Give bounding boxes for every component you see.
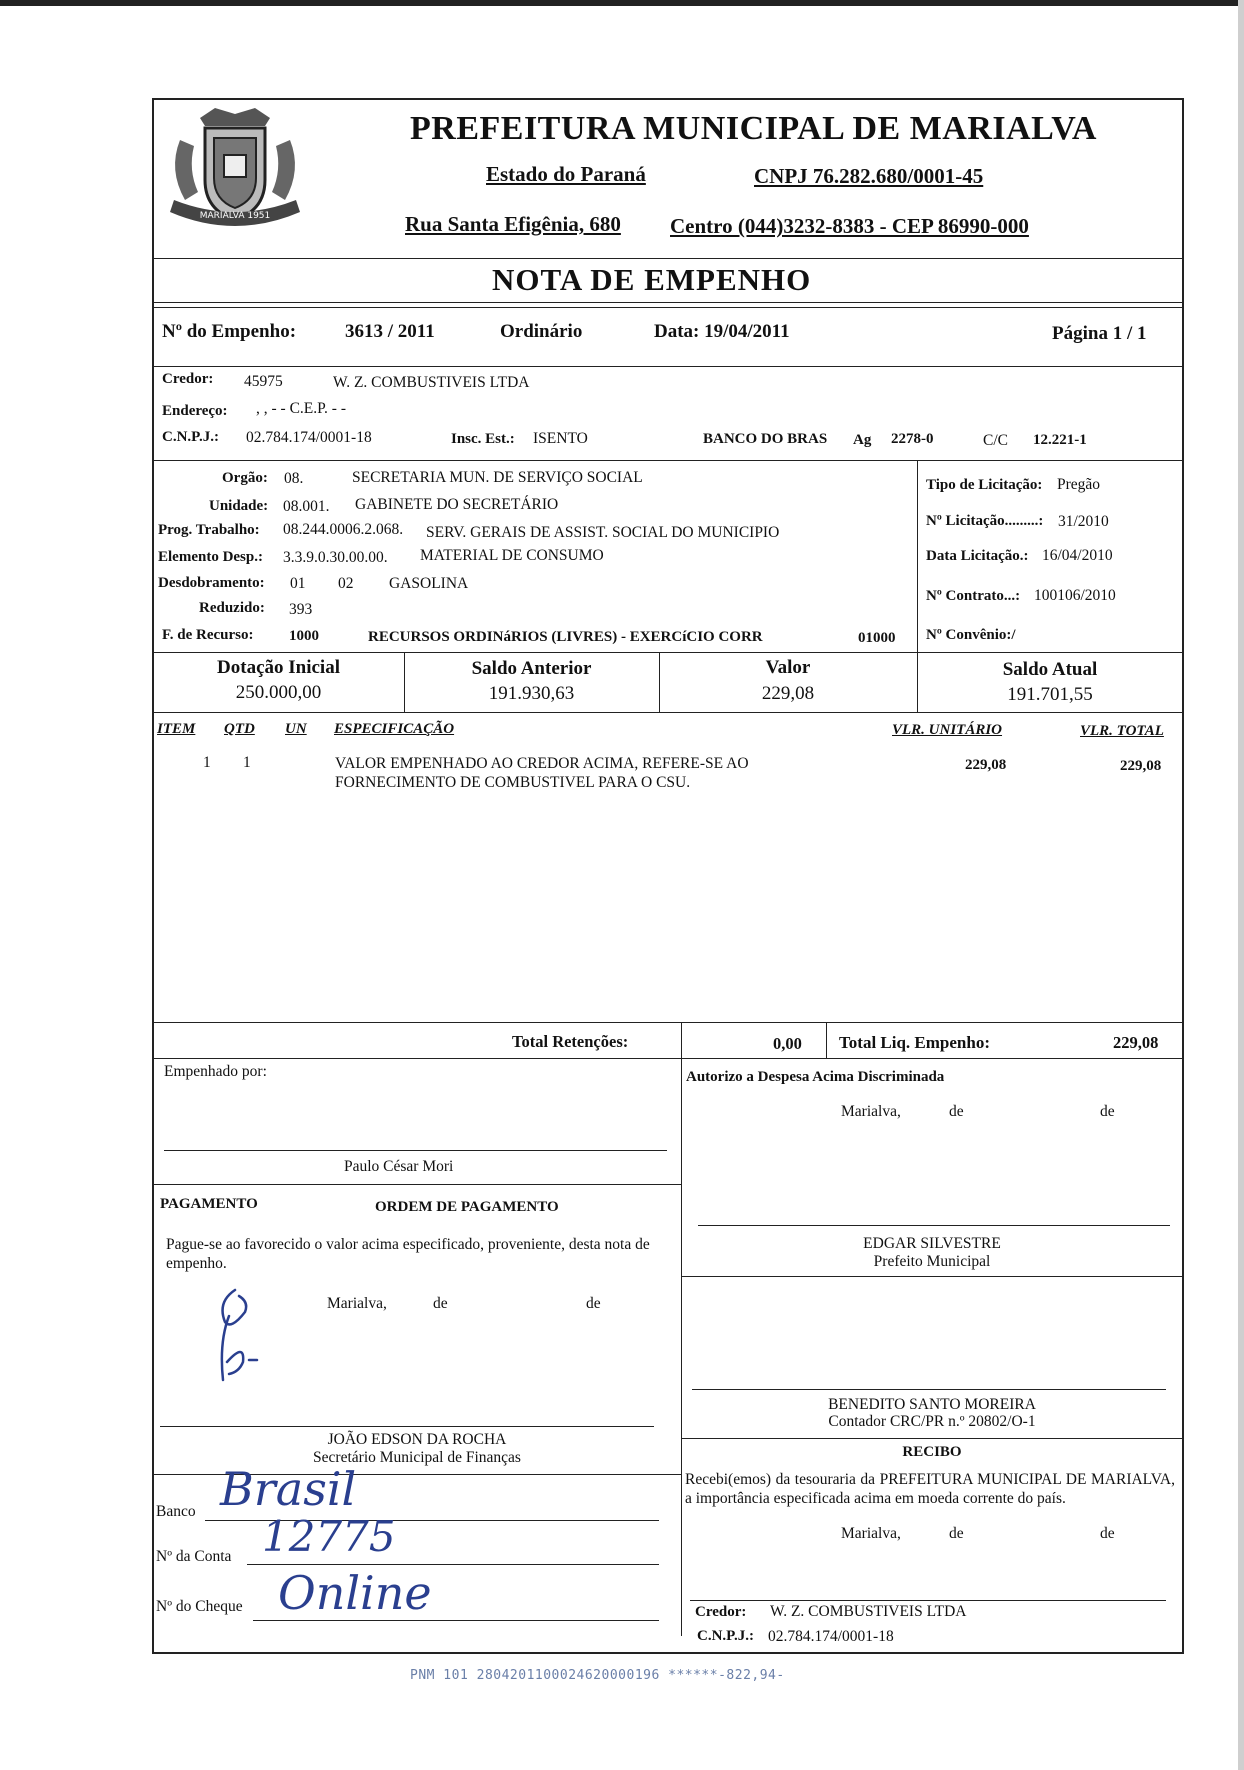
svg-text:MARIALVA 1951: MARIALVA 1951 bbox=[199, 211, 271, 221]
recibo-credor-label: Credor: bbox=[695, 1604, 747, 1620]
divider bbox=[681, 1438, 1183, 1439]
col-header-item: ITEM bbox=[157, 721, 196, 737]
empenhado-por-name: Paulo César Mori bbox=[344, 1158, 454, 1175]
divider bbox=[153, 258, 1183, 259]
contador-name: BENEDITO SANTO MOREIRA bbox=[828, 1396, 1036, 1413]
contrato-value: 100106/2010 bbox=[1034, 587, 1116, 604]
recurso-code: 1000 bbox=[289, 628, 319, 644]
recurso-number: 01000 bbox=[858, 630, 896, 646]
elemento-code: 3.3.9.0.30.00.00. bbox=[283, 549, 388, 566]
divider bbox=[153, 1022, 1183, 1023]
recibo-credor-name: W. Z. COMBUSTIVEIS LTDA bbox=[770, 1603, 967, 1620]
signature-line bbox=[164, 1150, 667, 1151]
prefeito-name: EDGAR SILVESTRE bbox=[863, 1235, 1001, 1252]
orgao-label: Orgão: bbox=[222, 470, 268, 486]
saldo-atual-label: Saldo Atual bbox=[1002, 659, 1098, 680]
signature-line bbox=[698, 1225, 1170, 1226]
signature-line bbox=[690, 1600, 1166, 1601]
bank-name: BANCO DO BRAS bbox=[703, 431, 828, 447]
orgao-code: 08. bbox=[284, 470, 304, 487]
endereco-label: Endereço: bbox=[162, 403, 228, 419]
divider bbox=[153, 652, 1183, 653]
prog-name: SERV. GERAIS DE ASSIST. SOCIAL DO MUNICIPIO bbox=[426, 524, 780, 541]
saldo-anterior-label: Saldo Anterior bbox=[471, 658, 592, 679]
state-name: Estado do Paraná bbox=[486, 162, 646, 186]
conta-line bbox=[247, 1564, 659, 1565]
recibo-cnpj-label: C.N.P.J.: bbox=[697, 1628, 754, 1644]
desdob-label: Desdobramento: bbox=[158, 575, 265, 591]
divider bbox=[153, 302, 1183, 303]
municipal-seal-icon bbox=[160, 100, 310, 240]
reduzido-value: 393 bbox=[289, 601, 313, 618]
recibo-city: Marialva, bbox=[841, 1525, 901, 1542]
col-header-vlr-total: VLR. TOTAL bbox=[1080, 723, 1164, 739]
credor-code: 45975 bbox=[244, 373, 283, 390]
col-header-qtd: QTD bbox=[224, 721, 255, 737]
elemento-label: Elemento Desp.: bbox=[158, 549, 263, 565]
divider bbox=[681, 1022, 682, 1636]
desdob-name: GASOLINA bbox=[389, 575, 469, 592]
item-total-value: 229,08 bbox=[1120, 758, 1162, 774]
pagamento-de-2: de bbox=[586, 1295, 601, 1312]
account-label: C/C bbox=[983, 432, 1008, 449]
recibo-text: Recebi(emos) da tesouraria da PREFEITURA MUNICIPAL DE MARIALVA, a importância especificada acima em moeda corrente do país. bbox=[685, 1471, 1175, 1507]
divider bbox=[153, 1184, 681, 1185]
empenho-type: Ordinário bbox=[500, 321, 583, 342]
endereco-value: , , - - C.E.P. - - bbox=[256, 400, 346, 417]
recibo-de-2: de bbox=[1100, 1525, 1115, 1542]
pagamento-text: Pague-se ao favorecido o valor acima especificado, proveniente, desta nota de empenho. bbox=[166, 1236, 650, 1272]
address-street: Rua Santa Efigênia, 680 bbox=[405, 212, 621, 236]
document-type-title: NOTA DE EMPENHO bbox=[492, 262, 812, 297]
total-liq-label: Total Liq. Empenho: bbox=[839, 1033, 990, 1052]
numero-licitacao-value: 31/2010 bbox=[1058, 513, 1109, 530]
cnpj-label: C.N.P.J.: bbox=[162, 429, 219, 445]
autorizo-city: Marialva, bbox=[841, 1103, 901, 1120]
col-header-un: UN bbox=[285, 721, 307, 737]
secretario-name: JOÃO EDSON DA ROCHA bbox=[327, 1431, 507, 1448]
recurso-label: F. de Recurso: bbox=[162, 627, 254, 643]
recurso-name: RECURSOS ORDINáRIOS (LIVRES) - EXERCíCIO CORR bbox=[368, 629, 763, 645]
prog-code: 08.244.0006.2.068. bbox=[283, 521, 404, 538]
unidade-label: Unidade: bbox=[209, 498, 269, 514]
pagamento-de-1: de bbox=[433, 1295, 448, 1312]
contador-cargo: Contador CRC/PR n.º 20802/O-1 bbox=[828, 1413, 1036, 1430]
secretario-cargo: Secretário Municipal de Finanças bbox=[313, 1449, 521, 1466]
elemento-name: MATERIAL DE CONSUMO bbox=[420, 547, 604, 564]
numero-licitacao-label: Nº Licitação.........: bbox=[926, 513, 1044, 529]
unidade-name: GABINETE DO SECRETÁRIO bbox=[355, 496, 559, 513]
total-retencoes-label: Total Retenções: bbox=[512, 1032, 629, 1051]
handwritten-initials-icon bbox=[205, 1282, 285, 1392]
recibo-de-1: de bbox=[949, 1525, 964, 1542]
convenio-label: Nº Convênio:/ bbox=[926, 627, 1016, 643]
pagamento-city: Marialva, bbox=[327, 1295, 387, 1312]
credor-name: W. Z. COMBUSTIVEIS LTDA bbox=[333, 374, 530, 391]
banco-label: Banco bbox=[156, 1503, 196, 1520]
saldo-anterior-value: 191.930,63 bbox=[488, 683, 575, 704]
divider bbox=[153, 307, 1183, 308]
data-licitacao-label: Data Licitação.: bbox=[926, 548, 1029, 564]
orgao-name: SECRETARIA MUN. DE SERVIÇO SOCIAL bbox=[352, 469, 643, 486]
total-retencoes-value: 0,00 bbox=[773, 1034, 802, 1053]
divider bbox=[917, 460, 918, 653]
insc-value: ISENTO bbox=[533, 430, 588, 447]
prog-label: Prog. Trabalho: bbox=[158, 522, 260, 538]
agency-label: Ag bbox=[853, 432, 872, 448]
scan-top-border bbox=[0, 0, 1244, 6]
unidade-code: 08.001. bbox=[283, 498, 330, 515]
credor-label: Credor: bbox=[162, 371, 214, 387]
empenhado-por-label: Empenhado por: bbox=[164, 1063, 267, 1080]
total-liq-value: 229,08 bbox=[1113, 1033, 1159, 1052]
divider bbox=[153, 460, 1183, 461]
valor-label: Valor bbox=[765, 657, 811, 678]
prefeito-cargo: Prefeito Municipal bbox=[873, 1253, 991, 1270]
item-description-line1: VALOR EMPENHADO AO CREDOR ACIMA, REFERE-SE AO bbox=[335, 755, 749, 772]
recibo-title: RECIBO bbox=[902, 1444, 962, 1460]
divider bbox=[153, 366, 1183, 367]
divider bbox=[153, 1058, 1183, 1059]
col-header-especificacao: ESPECIFICAÇÃO bbox=[334, 721, 455, 737]
empenho-date: Data: 19/04/2011 bbox=[654, 321, 790, 342]
address-contact: Centro (044)3232-8383 - CEP 86990-000 bbox=[670, 214, 1029, 238]
divider bbox=[681, 1276, 1183, 1277]
empenho-number: 3613 / 2011 bbox=[345, 321, 435, 342]
signature-line bbox=[160, 1426, 654, 1427]
tipo-licitacao-value: Pregão bbox=[1057, 476, 1101, 493]
col-header-vlr-unitario: VLR. UNITÁRIO bbox=[892, 722, 1003, 738]
account-value: 12.221-1 bbox=[1033, 432, 1087, 448]
autorizo-label: Autorizo a Despesa Acima Discriminada bbox=[686, 1069, 945, 1085]
item-qtd: 1 bbox=[243, 754, 251, 771]
reduzido-label: Reduzido: bbox=[199, 600, 265, 616]
cheque-label: Nº do Cheque bbox=[156, 1598, 243, 1615]
item-description-line2: FORNECIMENTO DE COMBUSTIVEL PARA O CSU. bbox=[335, 774, 691, 791]
dotacao-inicial-label: Dotação Inicial bbox=[217, 657, 340, 678]
saldo-atual-value: 191.701,55 bbox=[1007, 684, 1093, 705]
cnpj-header: CNPJ 76.282.680/0001-45 bbox=[754, 164, 984, 188]
cnpj-value: 02.784.174/0001-18 bbox=[246, 429, 372, 446]
conta-handwritten: 12775 bbox=[262, 1512, 396, 1561]
autorizo-de-2: de bbox=[1100, 1103, 1115, 1120]
autorizo-de-1: de bbox=[949, 1103, 964, 1120]
cheque-line bbox=[253, 1620, 659, 1621]
desdob-b: 02 bbox=[338, 575, 354, 592]
ordem-pagamento-title: ORDEM DE PAGAMENTO bbox=[375, 1199, 559, 1215]
divider bbox=[153, 712, 1183, 713]
cheque-handwritten: Online bbox=[278, 1566, 432, 1620]
pagamento-label: PAGAMENTO bbox=[160, 1196, 258, 1212]
banco-handwritten: Brasil bbox=[220, 1462, 357, 1516]
contrato-label: Nº Contrato...: bbox=[926, 588, 1021, 604]
conta-label: Nº da Conta bbox=[156, 1548, 232, 1565]
insc-label: Insc. Est.: bbox=[451, 431, 515, 447]
divider bbox=[826, 1022, 827, 1058]
signature-line bbox=[692, 1389, 1166, 1390]
footer-auth-code: PNM 101 2804201100024620000196 ******-822,94- bbox=[410, 1668, 785, 1683]
agency-value: 2278-0 bbox=[891, 431, 934, 447]
dotacao-inicial-value: 250.000,00 bbox=[235, 682, 322, 703]
data-licitacao-value: 16/04/2010 bbox=[1042, 547, 1113, 564]
page-title: PREFEITURA MUNICIPAL DE MARIALVA bbox=[410, 110, 1097, 147]
recibo-cnpj-value: 02.784.174/0001-18 bbox=[768, 1628, 894, 1645]
item-number: 1 bbox=[203, 754, 211, 771]
desdob-a: 01 bbox=[290, 575, 306, 592]
scan-right-edge bbox=[1238, 0, 1244, 1770]
valor-value: 229,08 bbox=[761, 683, 815, 704]
item-unit-value: 229,08 bbox=[965, 757, 1007, 773]
empenho-number-label: Nº do Empenho: bbox=[162, 321, 297, 342]
page-number: Página 1 / 1 bbox=[1052, 323, 1147, 344]
tipo-licitacao-label: Tipo de Licitação: bbox=[926, 477, 1043, 493]
